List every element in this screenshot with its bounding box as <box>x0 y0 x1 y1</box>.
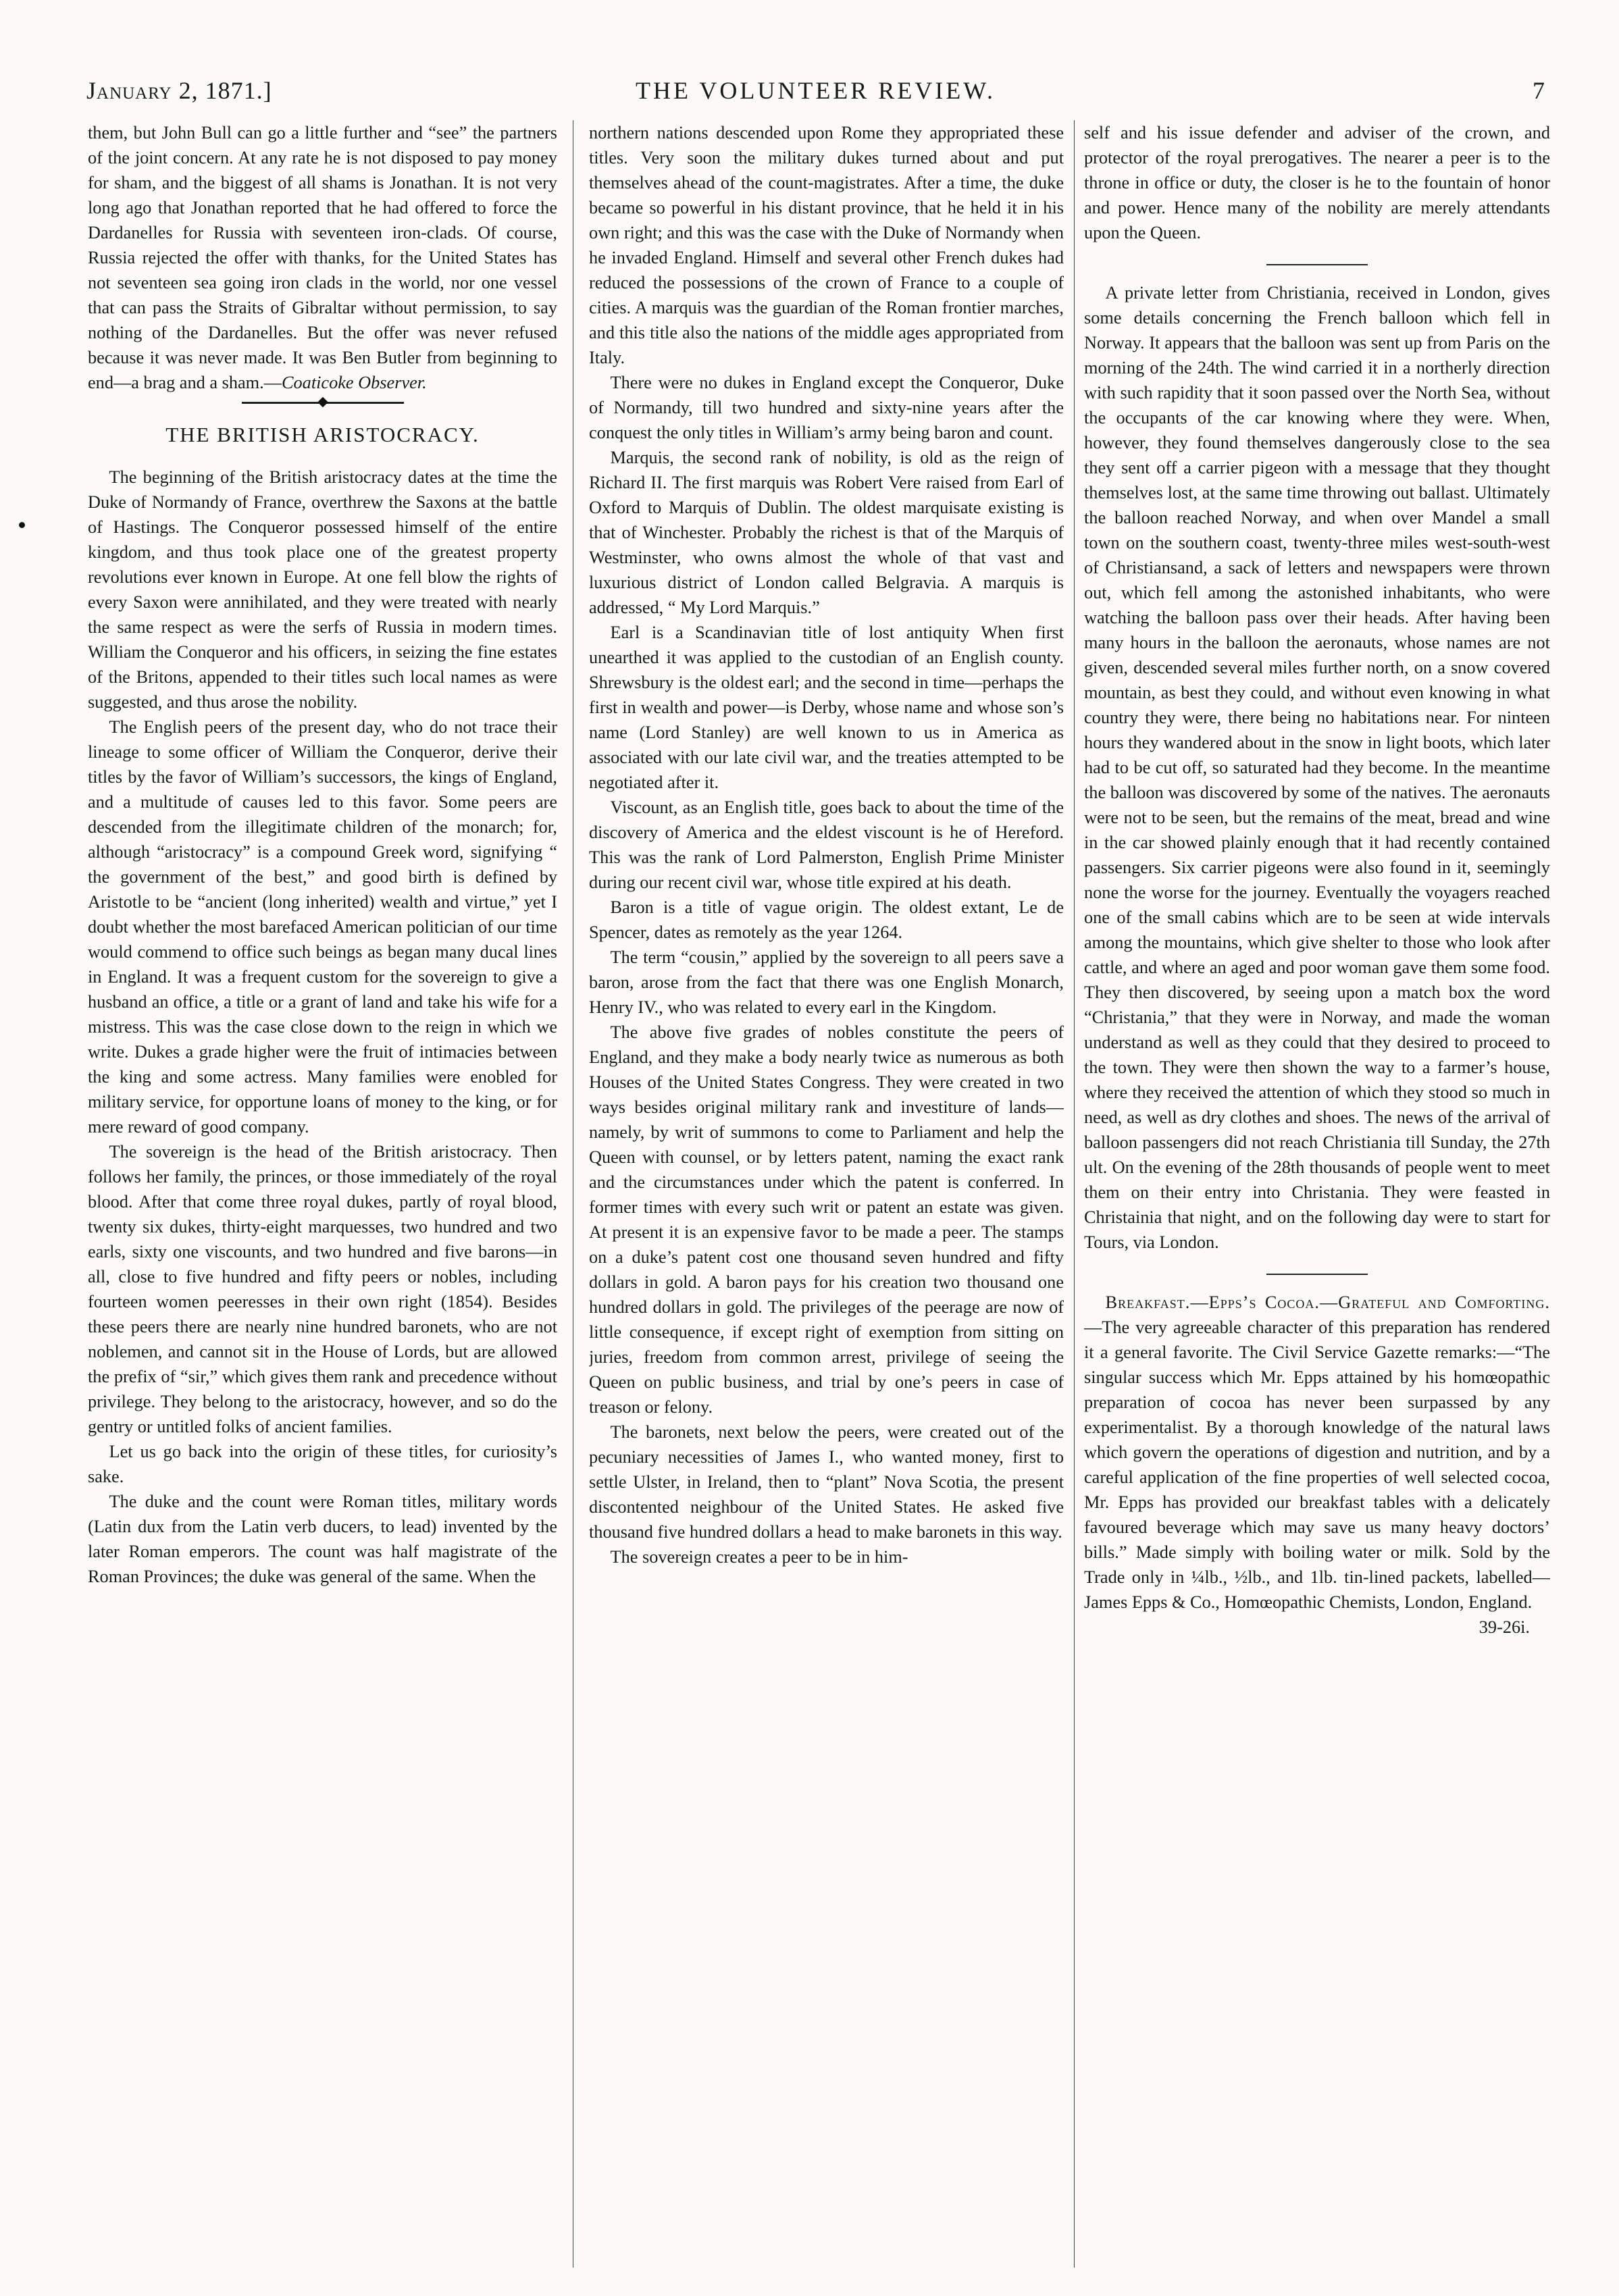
column-2 <box>589 120 1064 2261</box>
article-paragraph: A private letter from Christiania, received in London, gives some details concerning the French balloon which fell in Norway. It appears that the balloon was sent up from Paris on the morning of the 24th. The wind carried it in a northerly direction with such rapidity that it soon passed over the North Sea, without the occupants of the car knowing where they were. When, however, they found themselves dangerously close to the sea they sent off a carrier pigeon with a message that they thought themselves lost, at the same time throwing out ballast. Ultimately the balloon reached Norway, and when over Mandel a small town on the southern coast, twenty-three miles west-south-west of Christiansand, a sack of letters and newspapers were thrown out, which fell among the astonished inhabitants, who were watching the balloon pass over their heads. After having been many hours in the balloon the aeronauts, whose names are not given, descended several miles further north, on a snow covered mountain, as best they could, and without even knowing in what country they were, there being no habitations near. For ninteen hours they wandered about in the snow in light boots, which later had to be cut off, so saturated had they become. In the meantime the balloon was discovered by some of the natives. The aeronauts were not to be seen, but the remains of the meat, bread and wine in the car showed plainly enough that it had recently contained passengers. Six carrier pigeons were also found in it, seemingly none the worse for the journey. Eventually the voyagers reached one of the small cabins which are to be seen at wide intervals among the mountains, which give shelter to those who look after cattle, and where an aged and poor woman gave them some food. They then discovered, by seeing upon a match box the word “Christania,” that they were in Norway, and made the woman understand as well as they could that they desired to proceed to the town. They were then shown the way to a farmer’s house, where they received the attention of which they stood so much in need, as well as dry clothes and shoes. The news of the arrival of balloon passengers did not reach Christiania till Sunday, the 27th ult. On the evening of the 28th thousands of people went to meet them on their entry into Christania. They were feasted in Christainia that night, and on the following day were to start for Tours, via London. <box>1084 283 1550 1252</box>
article-paragraph: The sovereign creates a peer to be in him- <box>610 1547 908 1567</box>
column-3 <box>1084 120 1550 2261</box>
article-paragraph: self and his issue defender and adviser of the crown, and protector of the royal prerogatives. The nearer a peer is to the throne in office or duty, the closer is he to the fountain of honor and power. Hence many of the nobility are merely attendants upon the Queen. <box>1084 123 1550 242</box>
article-separator <box>242 402 404 404</box>
paragraph-text: them, but John Bull can go a little further and “see” the partners of the joint concern. At any rate he is not disposed to pay money for sham, and the biggest of all shams is Jonathan. It is not very long ago that Jonathan reported that he had offered to force the Dardanelles for Russia with seventeen iron-clads. Of course, Russia rejected the offer with thanks, for the United States has not seventeen sea going iron clads in the world, nor one vessel that can pass the Straits of Gibraltar without permission, to say nothing of the Dardanelles. But the offer was never refused because it was never made. It was Ben Butler from beginning to end—a brag and a sham.— <box>88 123 557 392</box>
article-paragraph: Marquis, the second rank of nobility, is old as the reign of Richard II. The first marquis was Robert Vere raised from Earl of Oxford to Marquis of Dublin. The oldest marquisate existing is that of Winchester. Probably the richest is that of the Marquis of Westminster, who owns almost the whole of that vast and luxurious district of London called Belgravia. A marquis is addressed, “ My Lord Marquis.” <box>589 448 1064 617</box>
article-paragraph: The duke and the count were Roman titles, military words (Latin dux from the Latin verb ducers, to lead) invented by the later Roman emperors. The count was half magistrate of the Roman Provinces; the duke was general of the same. When the <box>88 1492 557 1586</box>
header-page-number: 7 <box>1533 77 1545 104</box>
article-paragraph: Earl is a Scandinavian title of lost antiquity When first unearthed it was applied to the custodian of an English county. Shrewsbury is the oldest earl; and the second in time—perhaps the first in wealth and power—is Derby, whose name and whose son’s name (Lord Stanley) are well known to us in America as associated with our late civil war, and the treaties attempted to be negotiated after it. <box>589 623 1064 792</box>
article-paragraph: Viscount, as an English title, goes back to about the time of the discovery of America and the eldest viscount is he of Hereford. This was the rank of Lord Palmerston, English Prime Minister during our recent civil war, whose title expired at his death. <box>589 798 1064 892</box>
article-paragraph: The above five grades of nobles constitute the peers of England, and they make a body nearly twice as numerous as both Houses of the United States Congress. They were created in two ways besides original military rank and investiture of lands—namely, by writ of summons to come to Parliament and help the Queen with counsel, or by letters patent, naming the exact rank and the circumstances under which the patent is conferred. In former times with every such writ or patent an estate was given. At present it is an expensive favor to be made a peer. The stamps on a duke’s patent cost one thousand seven hundred and fifty dollars in gold. A baron pays for his creation two thousand one hundred dollars in gold. The privileges of the peerage are now of little consequence, if except right of exemption from sitting on juries, freedom from common arrest, privilege of seeing the Queen on public business, and trial by one’s peers in case of treason or felony. <box>589 1022 1064 1417</box>
source-credit: Coaticoke Observer. <box>281 373 427 392</box>
header-title: THE VOLUNTEER REVIEW. <box>636 77 996 104</box>
stray-ink-dot <box>19 522 25 528</box>
article-paragraph <box>88 120 557 395</box>
article-paragraph: Let us go back into the origin of these titles, for curiosity’s sake. <box>88 1442 557 1486</box>
advertisement-code: 39-26i. <box>1479 1617 1530 1637</box>
advertisement-heading: Breakfast.—Epps’s Cocoa.—Grateful and Comforting. <box>1105 1293 1550 1312</box>
article-paragraph: The sovereign is the head of the British aristocracy. Then follows her family, the princes, or those immediately of the royal blood. After that come three royal dukes, partly of royal blood, twenty six dukes, thirty-eight marquesses, two hundred and two earls, sixty one viscounts, and two hundred and five barons—in all, close to five hundred and fifty peers or nobles, including fourteen women peeresses in their own right (1854). Besides these peers there are nearly nine hundred baronets, who are not noblemen, and cannot sit in the House of Lords, but are allowed the prefix of “sir,” which gives them rank and precedence without privilege. They belong to the aristocracy, however, and so do the gentry or untitled folks of ancient families. <box>88 1142 557 1436</box>
article-paragraph: northern nations descended upon Rome they appropriated these titles. Very soon the military dukes turned about and put themselves ahead of the count-magistrates. After a time, the duke became so powerful in his distant province, that he held it in his own right; and this was the case with the Duke of Normandy when he invaded England. Himself and several other French dukes had reduced the possessions of the crown of France to a couple of cities. A marquis was the guardian of the Roman frontier marches, and this title also the nations of the middle ages appropriated from Italy. <box>589 123 1064 367</box>
article-separator <box>1266 1274 1368 1275</box>
column-rule-2 <box>1074 120 1075 2268</box>
column-1 <box>88 120 557 2261</box>
article-paragraph: There were no dukes in England except the Conqueror, Duke of Normandy, till two hundred and sixty-nine years after the conquest the only titles in William’s army being baron and count. <box>589 373 1064 442</box>
advertisement-text: —The very agreeable character of this preparation has rendered it a general favorite. The Civil Service Gazette remarks:—“The singular success which Mr. Epps attained by his homœopathic preparation of cocoa has never been surpassed by any experimentalist. By a thorough knowledge of the natural laws which govern the operations of digestion and nutrition, and by a careful application of the fine properties of well selected cocoa, Mr. Epps has provided our breakfast tables with a delicately favoured beverage which may save us many heavy doctors’ bills.” Made simply with boiling water or milk. Sold by the Trade only in ¼lb., ½lb., and 1lb. tin-lined packets, labelled—James Epps & Co., Homœopathic Chemists, London, England. <box>1084 1317 1550 1612</box>
article-paragraph: The term “cousin,” applied by the sovereign to all peers save a baron, arose from the fact that there was one English Monarch, Henry IV., who was related to every earl in the Kingdom. <box>589 947 1064 1017</box>
header-date: January 2, 1871.] <box>86 77 272 104</box>
advertisement-paragraph <box>1084 1290 1550 1615</box>
article-paragraph: Baron is a title of vague origin. The oldest extant, Le de Spencer, dates as remotely as the year 1264. <box>589 897 1064 942</box>
article-title: THE BRITISH ARISTOCRACY. <box>165 423 480 446</box>
running-header <box>86 74 1545 107</box>
article-separator <box>1266 264 1368 265</box>
article-paragraph: The English peers of the present day, who do not trace their lineage to some officer of William the Conqueror, derive their titles by the favor of William’s successors, the kings of England, and a multitude of causes led to this favor. Some peers are descended from the illegitimate children of the monarch; for, although “aristocracy” is a compound Greek word, signifying “ the government of the best,” and good birth is defined by Aristotle to be “ancient (long inherited) wealth and virtue,” yet I doubt whether the most barefaced American politician of our time would commend to office such beings as began many ducal lines in England. It was a frequent custom for the sovereign to give a husband an office, a title or a grant of land and take his wife for a mistress. This was the case close down to the reign in which we write. Dukes a grade higher were the fruit of intimacies between the king and some actress. Many families were enobled for military service, for opportune loans of money to the king, or for mere reward of good company. <box>88 717 557 1137</box>
article-paragraph: The beginning of the British aristocracy dates at the time the Duke of Normandy of France, overthrew the Saxons at the battle of Hastings. The Conqueror possessed himself of the entire kingdom, and thus took place one of the greatest property revolutions ever known in Europe. At one fell blow the rights of every Saxon were annihilated, and they were treated with nearly the same respect as were the serfs of Russia in modern times. William the Conqueror and his officers, in seizing the fine estates of the Britons, appended to their titles such local names as were suggested, and thus arose the nobility. <box>88 467 557 712</box>
article-paragraph: The baronets, next below the peers, were created out of the pecuniary necessities of James I., who wanted money, first to settle Ulster, in Ireland, then to “plant” Nova Scotia, the present discontented neighbour of the United States. He asked five thousand five hundred dollars a head to make baronets in this way. <box>589 1422 1064 1542</box>
